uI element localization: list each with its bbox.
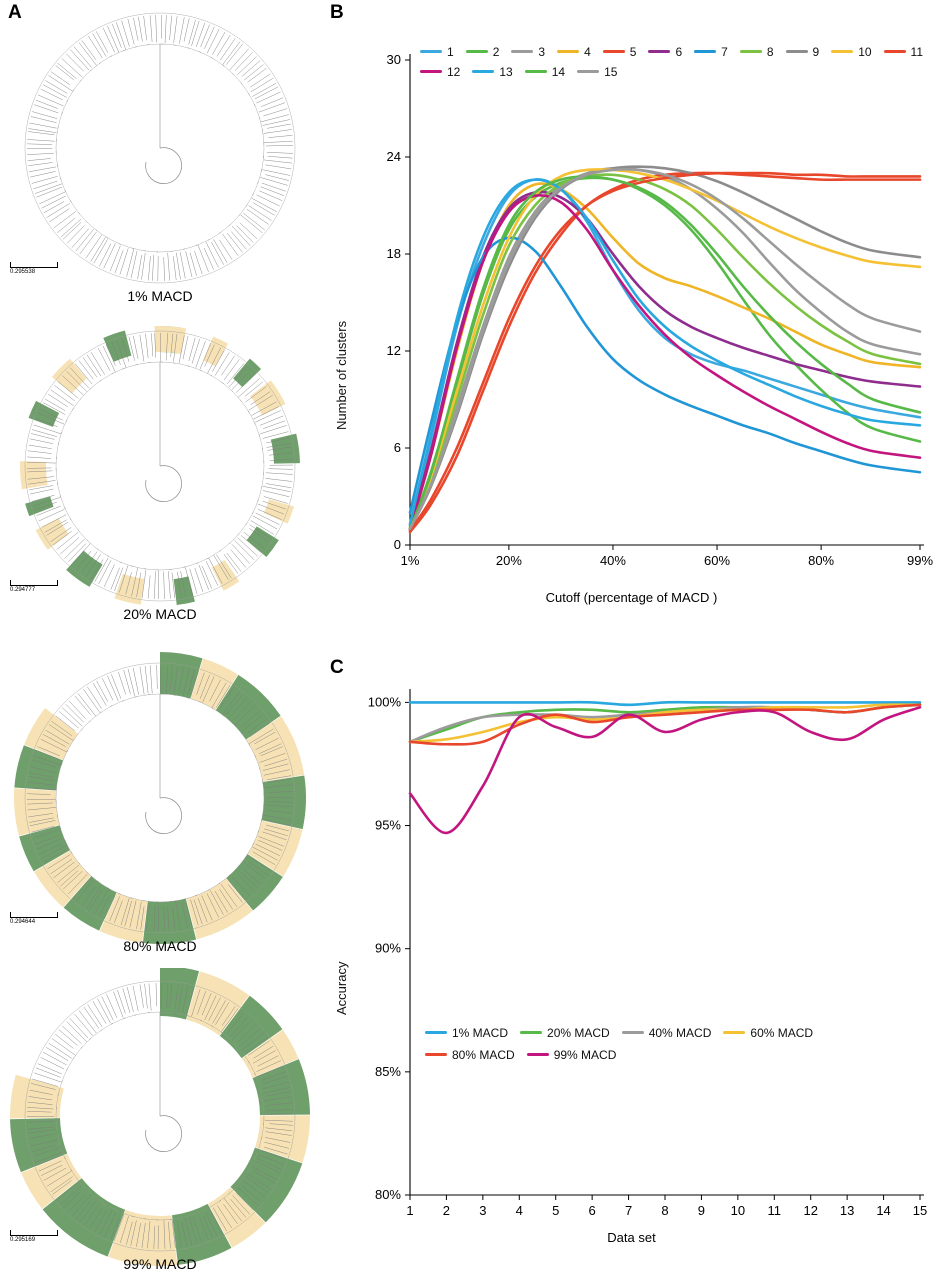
y-tick-label: 80% [374, 1187, 401, 1202]
circular-tree-1 [0, 0, 320, 300]
x-tick-label: 15 [912, 1203, 928, 1218]
panel-b-y-axis-label: Number of clusters [334, 320, 349, 430]
legend-item [577, 65, 617, 79]
panel-b-legend-row-2 [420, 60, 629, 79]
x-tick-label: 9 [697, 1203, 706, 1218]
legend-label: 7 [721, 44, 728, 59]
legend-label: 99% MACD [553, 1047, 617, 1062]
tree-1-caption: 1% MACD [127, 288, 193, 304]
x-tick-label: 10 [730, 1203, 746, 1218]
legend-swatch [466, 50, 488, 53]
panel-a-letter: A [8, 2, 22, 23]
tree-2-block [0, 318, 320, 622]
legend-item [525, 65, 565, 79]
legend-label: 6 [675, 44, 683, 59]
y-tick-label: 90% [374, 940, 401, 956]
legend-item [884, 45, 923, 59]
legend-item [472, 65, 512, 79]
x-tick-label: 20% [495, 553, 522, 568]
x-tick-label: 11 [767, 1203, 782, 1218]
legend-swatch [527, 1053, 549, 1056]
legend-swatch [603, 50, 625, 53]
series-line [410, 707, 920, 833]
legend-swatch [786, 50, 808, 53]
x-tick-label: 13 [839, 1203, 855, 1218]
tree-4-caption: 99% MACD [123, 1256, 197, 1272]
legend-swatch [425, 1031, 447, 1034]
x-tick-label: 1% [400, 553, 420, 568]
legend-label: 15 [604, 64, 618, 79]
legend-label: 8 [766, 44, 774, 59]
x-tick-label: 8 [661, 1203, 669, 1218]
panel-c-legend-row-1 [425, 1021, 825, 1040]
y-tick-label: 30 [386, 52, 401, 67]
series-line [410, 169, 920, 529]
series-line [410, 705, 920, 742]
legend-item [557, 45, 591, 59]
x-tick-label: 6 [588, 1203, 596, 1218]
legend-item [466, 45, 500, 59]
legend-item [694, 45, 728, 59]
x-tick-label: 80% [808, 553, 835, 568]
y-tick-label: 95% [374, 817, 401, 833]
series-line [410, 702, 920, 705]
x-tick-label: 4 [515, 1203, 523, 1218]
x-tick-label: 3 [479, 1203, 487, 1218]
legend-item [425, 1048, 515, 1062]
x-tick-label: 1 [406, 1203, 414, 1218]
panel-b-plot [320, 0, 943, 620]
legend-label: 1 [447, 44, 454, 59]
y-tick-label: 6 [393, 440, 401, 455]
legend-item [527, 1048, 617, 1062]
legend-label: 14 [551, 64, 566, 79]
legend-swatch [557, 50, 579, 53]
legend-item [723, 1026, 813, 1040]
legend-item [603, 45, 637, 59]
legend-swatch [648, 50, 670, 53]
scale-bar-2-value: 0.294777 [10, 587, 36, 593]
circular-tree-3 [0, 650, 320, 950]
panel-c-y-axis-label: Accuracy [334, 961, 349, 1015]
legend-label: 40% MACD [648, 1025, 712, 1040]
legend-label: 4 [584, 44, 591, 59]
legend-label: 20% MACD [547, 1025, 610, 1040]
legend-item [831, 45, 871, 59]
legend-label: 2 [492, 44, 500, 59]
scale-bar-2 [10, 580, 58, 593]
legend-label: 13 [499, 64, 513, 79]
legend-label: 1% MACD [452, 1025, 509, 1040]
tree-2-caption: 20% MACD [123, 606, 197, 622]
legend-swatch [740, 50, 762, 53]
legend-label: 10 [858, 44, 872, 59]
series-line [410, 168, 920, 529]
x-tick-label: 14 [876, 1203, 891, 1218]
legend-swatch [525, 70, 547, 73]
y-tick-label: 24 [386, 149, 401, 164]
scale-bar-3-value: 0.294644 [10, 919, 36, 925]
panel-c-letter: C [330, 657, 344, 678]
scale-bar-4-value: 0.295169 [10, 1237, 36, 1243]
tree-3-block [0, 650, 320, 954]
legend-item [648, 45, 682, 59]
legend-swatch [472, 70, 494, 73]
y-tick-label: 18 [386, 246, 401, 261]
x-tick-label: 99% [906, 553, 934, 568]
legend-item [425, 1026, 508, 1040]
legend-item [786, 45, 820, 59]
legend-item [622, 1026, 712, 1040]
y-tick-label: 12 [386, 343, 401, 358]
tree-1-block [0, 0, 320, 304]
scale-bar-1-value: 0.295538 [10, 269, 36, 275]
legend-swatch [723, 1031, 745, 1034]
legend-swatch [577, 70, 599, 73]
tree-3-caption: 80% MACD [123, 938, 197, 954]
tree-4-block [0, 968, 320, 1272]
series-line [410, 167, 920, 529]
legend-swatch [425, 1053, 447, 1056]
panel-c-x-axis-label: Data set [607, 1230, 656, 1245]
legend-swatch [694, 50, 716, 53]
panel-b [320, 0, 943, 640]
panel-b-legend-row-1 [420, 40, 935, 59]
legend-swatch [622, 1031, 644, 1034]
legend-label: 60% MACD [750, 1025, 814, 1040]
legend-label: 12 [447, 64, 461, 79]
panel-a [0, 0, 320, 1280]
legend-label: 11 [910, 44, 924, 59]
series-line [410, 169, 920, 529]
legend-label: 9 [812, 44, 820, 59]
legend-swatch [420, 50, 442, 53]
scale-bar-3 [10, 912, 58, 925]
legend-item [420, 45, 454, 59]
panel-c-legend-row-2 [425, 1043, 628, 1062]
x-tick-label: 7 [624, 1203, 633, 1218]
panel-b-letter: B [330, 2, 344, 23]
y-tick-label: 100% [367, 694, 401, 710]
legend-swatch [831, 50, 853, 53]
legend-swatch [884, 50, 906, 53]
circular-tree-4 [0, 968, 320, 1268]
circular-tree-2 [0, 318, 320, 618]
x-tick-label: 60% [704, 553, 731, 568]
panel-c-plot [320, 655, 943, 1255]
y-tick-label: 0 [393, 537, 401, 552]
legend-label: 3 [538, 44, 546, 59]
scale-bar-1 [10, 262, 58, 275]
x-tick-label: 12 [803, 1203, 818, 1218]
legend-swatch [520, 1031, 542, 1034]
panel-c [320, 655, 943, 1275]
legend-swatch [420, 70, 442, 73]
x-tick-label: 5 [552, 1203, 560, 1218]
legend-swatch [511, 50, 533, 53]
legend-item [740, 45, 774, 59]
legend-item [520, 1026, 610, 1040]
legend-label: 5 [629, 44, 637, 59]
scale-bar-4 [10, 1230, 58, 1243]
panel-b-x-axis-label: Cutoff (percentage of MACD ) [545, 590, 718, 605]
y-tick-label: 85% [374, 1063, 401, 1079]
legend-label: 80% MACD [452, 1047, 515, 1062]
x-tick-label: 40% [599, 553, 626, 568]
legend-item [420, 65, 460, 79]
legend-item [511, 45, 545, 59]
x-tick-label: 2 [442, 1203, 451, 1218]
